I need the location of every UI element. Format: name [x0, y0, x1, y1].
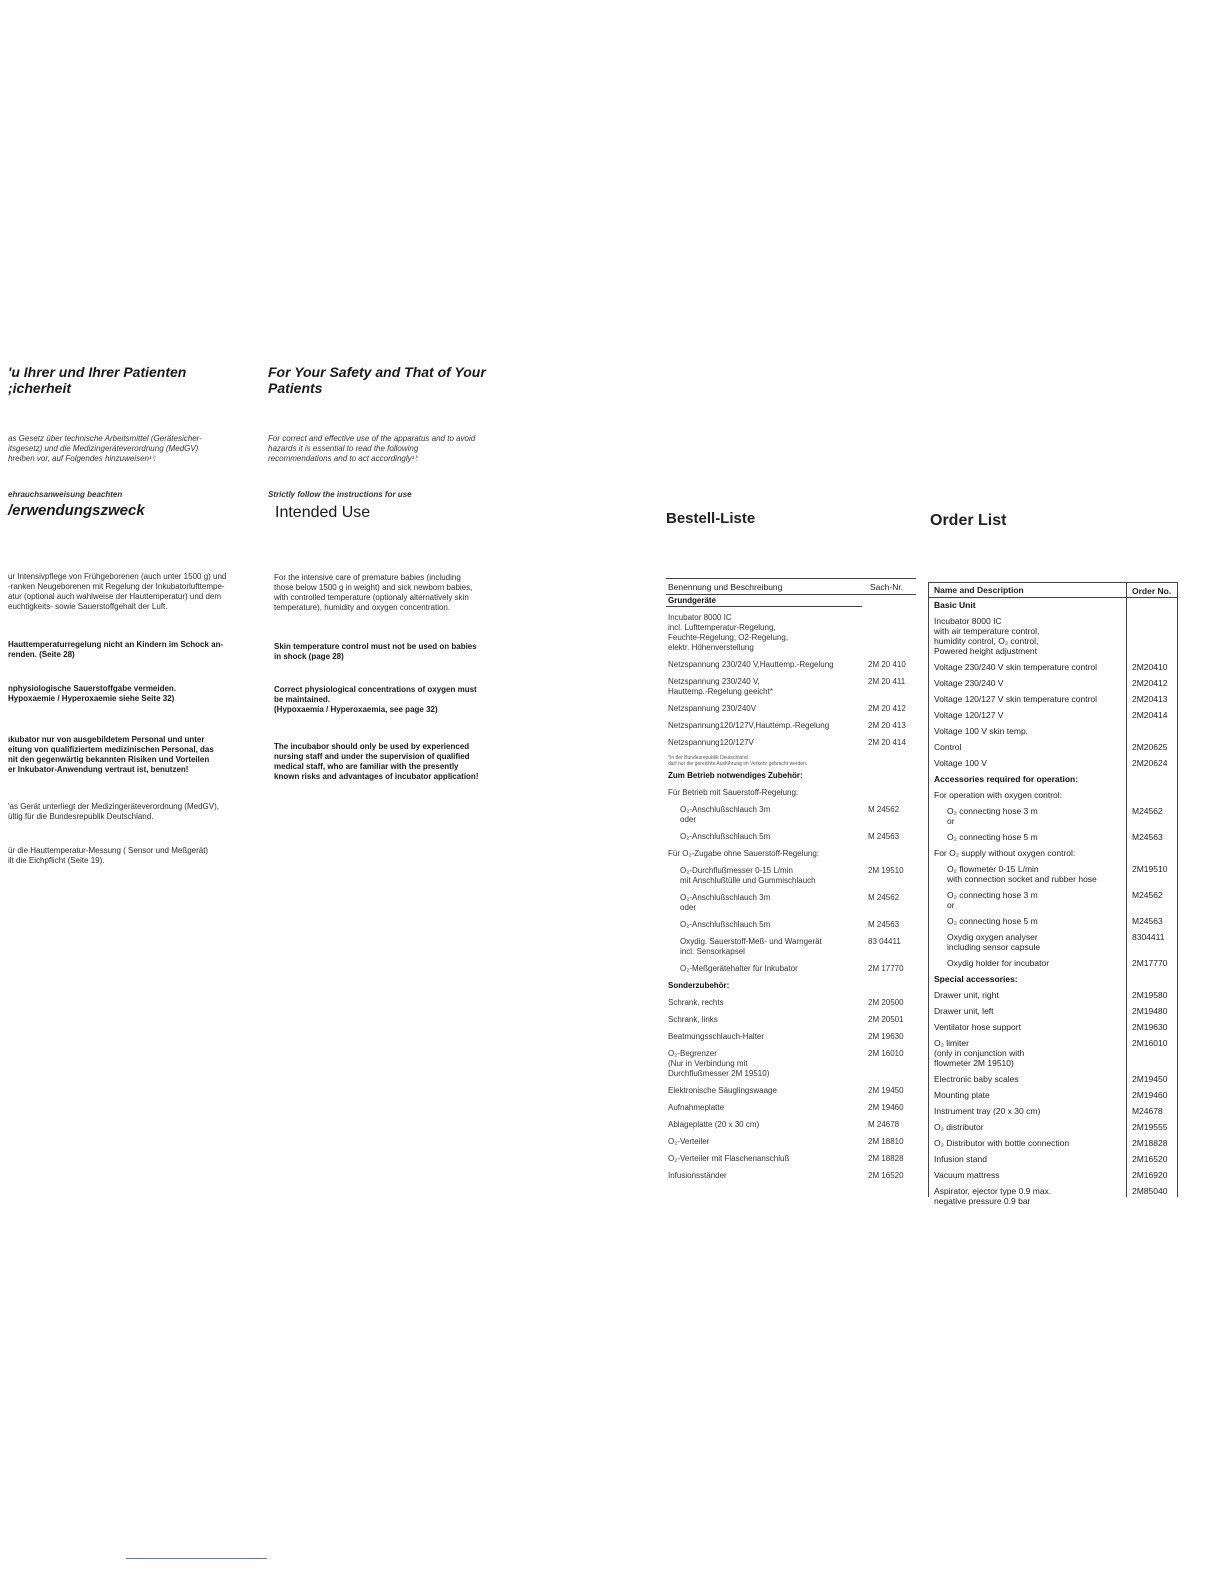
item-name: For operation with oxygen control: — [934, 790, 1063, 800]
item-name: Mounting plate — [934, 1090, 990, 1100]
item-name: Incubator 8000 IC incl. Lufttemperatur-Regelung, Feuchte-Regelung, O2-Regelung, elektr. Höhenverstellung — [668, 613, 789, 652]
item-name: O₂-Begrenzer (Nur in Verbindung mit Durchflußmesser 2M 19510) — [668, 1049, 770, 1078]
item-name: O₂-Verteiler — [668, 1137, 710, 1146]
order-number: 2M20624 — [1132, 758, 1168, 768]
item-name: Drawer unit, left — [934, 1006, 994, 1016]
item-name: O₂ Distributor with bottle connection — [934, 1138, 1070, 1148]
intro-de: as Gesetz über technische Arbeitsmittel (Gerätesicher- itsgesetz) und die Medizingeräteverordnung (MedGV) hreiben vor, auf Folgendes hinzuweisen¹⁾: — [8, 434, 202, 463]
paragraph-4-en: The incubabor should only be used by experienced nursing staff and under the supervision of qualified medical staff, who are familiar with the presently known risks and advantages of incubator application! — [274, 742, 479, 781]
item-name: Schrank, rechts — [668, 998, 724, 1007]
order-number: 2M18828 — [1132, 1138, 1168, 1148]
item-name: Beatmungsschlauch-Halter — [668, 1032, 765, 1041]
order-number: 2M20414 — [1132, 710, 1168, 720]
footnote-de: *In der Bundesrepublik Deutschland darf nur die gereichte Ausführung im Verkehr gebracht werden. — [668, 755, 808, 767]
order-number: 83 04411 — [868, 937, 901, 946]
order-number: 2M20413 — [1132, 694, 1168, 704]
intro-en: For correct and effective use of the apparatus and to avoid hazards it is essential to read the following recommendations and to act accordingly¹⁾: — [268, 434, 476, 463]
item-name: Aufnahmeplatte — [668, 1103, 725, 1112]
order-number: 2M16920 — [1132, 1170, 1168, 1180]
item-name: O₂-Meßgerätehalter für Inkubator — [680, 964, 798, 973]
item-name: O₂ connecting hose 3 m or — [947, 806, 1038, 826]
order-number: 2M 19510 — [868, 866, 904, 875]
item-name: O₂ connecting hose 5 m — [947, 832, 1038, 842]
order-number: 2M 19460 — [868, 1103, 904, 1112]
order-number: 2M 18828 — [868, 1154, 904, 1163]
order-number: 2M 20 413 — [868, 721, 906, 730]
instructions-en: Strictly follow the instructions for use — [268, 490, 412, 499]
item-name: Oxydig oxygen analyser including sensor capsule — [947, 932, 1041, 952]
item-name: Sonderzubehör: — [668, 981, 730, 990]
item-name: Für Betrieb mit Sauerstoff-Regelung: — [668, 788, 799, 797]
item-name: Aspirator, ejector type 0.9 max. negative pressure 0.9 bar — [934, 1186, 1052, 1206]
item-name: Oxydig holder for incubator — [947, 958, 1050, 968]
item-name: Voltage 100 V skin temp. — [934, 726, 1029, 736]
order-number: 2M85040 — [1132, 1186, 1168, 1196]
item-name: O₂ limiter (only in conjunction with flowmeter 2M 19510) — [934, 1038, 1025, 1068]
order-number: 2M16520 — [1132, 1154, 1168, 1164]
order-number: 2M19480 — [1132, 1006, 1168, 1016]
instructions-de: ehrauchsanweisung beachten — [8, 490, 123, 499]
item-name: Voltage 230/240 V skin temperature control — [934, 662, 1098, 672]
safety-title-de: 'u Ihrer und Ihrer Patienten ;icherheit — [8, 364, 187, 396]
item-name: Oxydig. Sauerstoff-Meß- und Warngerät incl. Sensorkapsel — [680, 937, 822, 956]
order-number: 2M19510 — [1132, 864, 1168, 874]
paragraph-5-de: 'as Gerät unterliegt der Medizingeräteverordnung (MedGV), ültig für die Bundesrepublik Deutschland. — [8, 802, 219, 821]
item-name: Vacuum mattress — [934, 1170, 1000, 1180]
item-name: O₂-Anschlußschlauch 5m — [680, 832, 771, 841]
order-number: M 24563 — [868, 920, 900, 929]
order-number: 2M19580 — [1132, 990, 1168, 1000]
column-header-no-de: Sach-Nr. — [870, 582, 904, 592]
item-name: Drawer unit, right — [934, 990, 999, 1000]
item-name: Electronic baby scales — [934, 1074, 1019, 1084]
item-name: Infusionsständer — [668, 1171, 727, 1180]
paragraph-6-de: ür die Hauttemperatur-Messung ( Sensor und Meßgerät) ilt die Eichpflicht (Seite 19). — [8, 846, 209, 865]
order-number: 2M 19630 — [868, 1032, 904, 1041]
section-intended-use-en: Intended Use — [275, 504, 371, 521]
item-name: O₂-Anschlußschlauch 3m oder — [680, 893, 771, 912]
column-header-name-de: Benennung und Beschreibung — [668, 582, 783, 592]
order-number: 2M20410 — [1132, 662, 1168, 672]
item-name: For O₂ supply without oxygen control: — [934, 848, 1076, 858]
item-name: Incubator 8000 IC with air temperature control, humidity control, O₂ control, Powered height adjustment — [934, 616, 1040, 656]
order-number: 2M 16010 — [868, 1049, 904, 1058]
column-header-name-en: Name and Description — [934, 585, 1024, 595]
item-name: Netzspannung 230/240 V, Hauttemp.-Regelung geeicht* — [668, 677, 773, 696]
safety-title-en: For Your Safety and That of Your Patients — [268, 364, 486, 396]
item-name: Voltage 120/127 V skin temperature control — [934, 694, 1098, 704]
order-number: 2M20625 — [1132, 742, 1168, 752]
section-intended-use-de: /erwendungszweck — [8, 502, 145, 519]
paragraph-2-de: Hauttemperaturregelung nicht an Kindern im Schock an- renden. (Seite 28) — [8, 640, 224, 659]
order-number: 2M 20 414 — [868, 738, 906, 747]
item-name: O₂ connecting hose 5 m — [947, 916, 1038, 926]
order-rows-en — [930, 600, 1180, 1206]
order-number: 2M 18810 — [868, 1137, 904, 1146]
order-number: 2M19450 — [1132, 1074, 1168, 1084]
item-name: Infusion stand — [934, 1154, 987, 1164]
order-number: M 24563 — [868, 832, 900, 841]
item-name: O₂ distributor — [934, 1122, 984, 1132]
item-name: Netzspannung120/127V,Hauttemp.-Regelung — [668, 721, 830, 730]
item-name: Ablageplatte (20 x 30 cm) — [668, 1120, 760, 1129]
order-number: 2M 20 411 — [868, 677, 906, 686]
order-number: 2M16010 — [1132, 1038, 1168, 1048]
item-name: Zum Betrieb notwendiges Zubehör: — [668, 771, 803, 780]
paragraph-1-de: ur Intensivpflege von Frühgeborenen (auch unter 1500 g) und -ranken Neugeborenen mit Regelung der Inkubatorlufttempe- atur (optional auch wahlweise der Hauttemperatur) und dem euchtigkeits- sowie Sauerstoffgehalt der Luft. — [8, 572, 227, 611]
item-name: Special accessories: — [934, 974, 1018, 984]
order-heading-de: Bestell-Liste — [666, 510, 756, 527]
column-header-no-en: Order No. — [1132, 586, 1172, 596]
order-number: 2M19630 — [1132, 1022, 1168, 1032]
order-number: 2M 20 410 — [868, 660, 906, 669]
order-number: M24678 — [1132, 1106, 1163, 1116]
order-number: M24562 — [1132, 806, 1163, 816]
item-name: Instrument tray (20 x 30 cm) — [934, 1106, 1041, 1116]
item-name: Elektronische Säuglingswaage — [668, 1086, 777, 1095]
order-number: 2M19555 — [1132, 1122, 1168, 1132]
item-name: Accessories required for operation: — [934, 774, 1079, 784]
order-number: M24563 — [1132, 832, 1163, 842]
order-table-en — [928, 582, 1180, 1206]
item-name: Grundgeräte — [668, 596, 717, 605]
order-number: 2M17770 — [1132, 958, 1168, 968]
item-name: O₂ flowmeter 0-15 L/min with connection socket and rubber hose — [947, 864, 1097, 884]
item-name: Schrank, links — [668, 1015, 718, 1024]
paragraph-4-de: ıkubator nur von ausgebildetem Personal und unter eitung von qualifiziertem medizinischen Personal, das nit den gegenwärtig bekannten Risiken und Vorteilen er Inkubator-Anwendung vertraut ist, benutzen! — [8, 735, 214, 774]
order-number: 2M 17770 — [868, 964, 904, 973]
order-number: M 24678 — [868, 1120, 900, 1129]
paragraph-3-de: nphysiologische Sauerstoffgabe vermeiden. Hypoxaemie / Hyperoxaemie siehe Seite 32) — [8, 684, 177, 703]
item-name: O₂-Durchflußmesser 0-15 L/min mit Anschlußtülle und Gummischlauch — [680, 866, 816, 885]
paragraph-3-en: Correct physiological concentrations of oxygen must be maintained. (Hypoxaemia / Hyperoxaemia, see page 32) — [274, 685, 477, 714]
order-number: 2M19460 — [1132, 1090, 1168, 1100]
order-heading-en: Order List — [930, 512, 1007, 529]
item-name: O₂-Anschlußschlauch 3m oder — [680, 805, 771, 824]
order-number: 2M20412 — [1132, 678, 1168, 688]
order-number: M 24562 — [868, 893, 900, 902]
item-name: Netzspannung120/127V — [668, 738, 754, 747]
order-number: 2M 16520 — [868, 1171, 904, 1180]
item-name: Basic Unit — [934, 600, 976, 610]
order-number: M 24562 — [868, 805, 900, 814]
item-name: Für O₂-Zugabe ohne Sauerstoff-Regelung: — [668, 849, 820, 858]
order-number: M24562 — [1132, 890, 1163, 900]
order-number: M24563 — [1132, 916, 1163, 926]
order-number: 2M 20500 — [868, 998, 904, 1007]
order-table-de — [666, 578, 918, 1198]
order-rows-de — [668, 596, 916, 1196]
paragraph-1-en: For the intensive care of premature babies (including those below 1500 g in weight) and sick newborn babies, with controlled temperature (optionaly alternatively skin temperature), humidity and oxygen concentration. — [274, 573, 473, 612]
item-name: Ventilator hose support — [934, 1022, 1021, 1032]
item-name: Netzspannung 230/240 V,Hauttemp.-Regelung — [668, 660, 834, 669]
item-name: Voltage 100 V — [934, 758, 987, 768]
order-number: 2M 19450 — [868, 1086, 904, 1095]
paragraph-2-en: Skin temperature control must not be used on babies in shock (page 28) — [274, 642, 477, 661]
item-name: O₂-Verteiler mit Flaschenanschluß — [668, 1154, 790, 1163]
item-name: O₂-Anschlußschlauch 5m — [680, 920, 771, 929]
item-name: Voltage 120/127 V — [934, 710, 1004, 720]
order-number: 2M 20 412 — [868, 704, 906, 713]
item-name: Voltage 230/240 V — [934, 678, 1004, 688]
item-name: O₂ connecting hose 3 m or — [947, 890, 1038, 910]
item-name: Netzspannung 230/240V — [668, 704, 757, 713]
footnote-rule — [126, 1558, 267, 1559]
order-number: 8304411 — [1132, 932, 1165, 942]
item-name: Control — [934, 742, 962, 752]
order-number: 2M 20501 — [868, 1015, 904, 1024]
